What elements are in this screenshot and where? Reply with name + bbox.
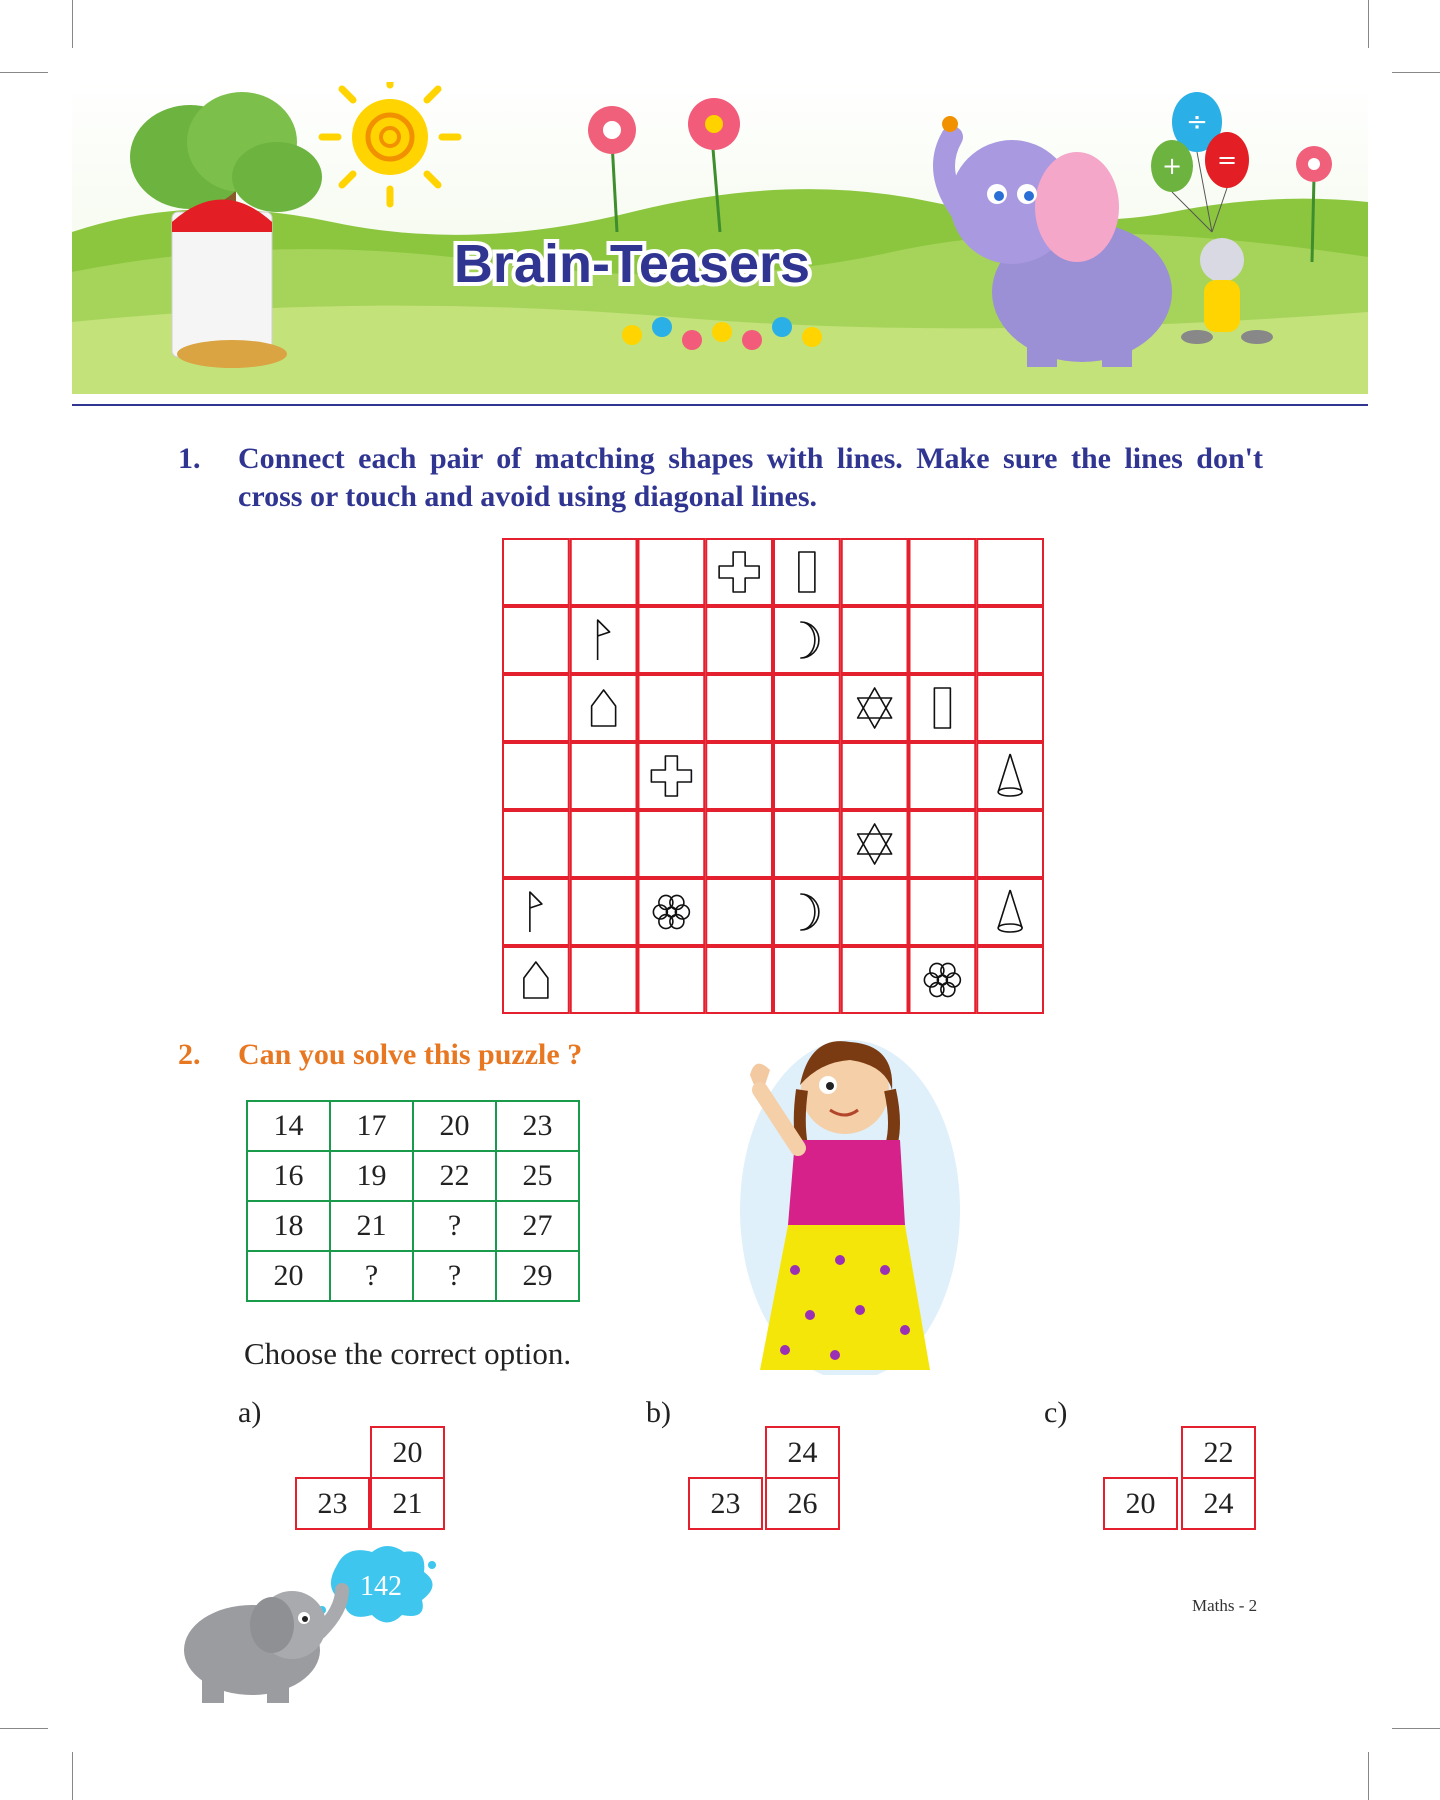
grid-cell[interactable] (639, 811, 705, 877)
grid-cell[interactable] (571, 607, 637, 673)
grid-cell[interactable] (706, 743, 772, 809)
table-row (247, 1251, 579, 1301)
option-cell-bottom-left: 23 (688, 1477, 763, 1530)
grid-cell[interactable] (639, 743, 705, 809)
grid-cell[interactable] (774, 879, 840, 945)
grid-cell[interactable] (571, 743, 637, 809)
instruction-text: Choose the correct option. (244, 1336, 572, 1371)
grid-cell[interactable] (503, 947, 569, 1013)
grid-cell[interactable] (639, 607, 705, 673)
flower-icon (653, 895, 689, 928)
table-row (247, 1201, 579, 1251)
house-icon (592, 690, 616, 726)
grid-cell[interactable] (977, 539, 1043, 605)
option-b[interactable] (646, 1396, 866, 1546)
grid-cell: 20 (413, 1101, 496, 1151)
question-2-number: 2. (178, 1038, 201, 1071)
grid-cell[interactable] (503, 743, 569, 809)
grid-cell[interactable] (571, 947, 637, 1013)
grid-cell: 20 (247, 1251, 330, 1301)
cross-icon (719, 552, 759, 592)
grid-cell: 23 (496, 1101, 579, 1151)
cone-icon (998, 754, 1022, 796)
grid-cell[interactable] (706, 539, 772, 605)
option-label: a) (238, 1396, 262, 1429)
rectangle-icon (934, 688, 950, 728)
grid-cell[interactable] (774, 811, 840, 877)
grid-cell: 19 (330, 1151, 413, 1201)
option-cell-top: 20 (370, 1426, 445, 1479)
crop-mark (0, 72, 48, 73)
grid-cell[interactable] (639, 675, 705, 741)
grid-cell: 25 (496, 1151, 579, 1201)
grid-cell[interactable] (774, 539, 840, 605)
grid-cell[interactable] (706, 675, 772, 741)
grid-cell[interactable] (774, 947, 840, 1013)
option-label: b) (646, 1396, 671, 1429)
cone-icon (998, 890, 1022, 932)
grid-cell[interactable] (977, 743, 1043, 809)
crop-mark (1392, 1728, 1440, 1729)
footer-label: Maths - 2 (1192, 1596, 1258, 1615)
grid-cell[interactable] (842, 879, 908, 945)
grid-cell: ? (330, 1251, 413, 1301)
grid-cell[interactable] (842, 811, 908, 877)
grid-cell[interactable] (977, 811, 1043, 877)
star-icon (858, 824, 892, 864)
number-puzzle-grid (246, 1100, 580, 1302)
cross-icon (651, 756, 691, 796)
crop-mark (0, 1728, 48, 1729)
grid-cell[interactable] (706, 607, 772, 673)
question-2-text: Can you solve this puzzle ? (238, 1038, 583, 1071)
option-cell-bottom-right: 26 (765, 1477, 840, 1530)
option-a[interactable] (238, 1396, 458, 1546)
flag-icon (598, 620, 610, 660)
grid-cell[interactable] (842, 607, 908, 673)
table-row (247, 1151, 579, 1201)
grid-cell[interactable] (503, 607, 569, 673)
grid-cell[interactable] (842, 675, 908, 741)
grid-cell: 29 (496, 1251, 579, 1301)
grid-cell[interactable] (774, 675, 840, 741)
grid-cell[interactable] (910, 539, 976, 605)
banner-title: Brain-Teasers (453, 234, 811, 294)
grid-cell[interactable] (639, 947, 705, 1013)
rectangle-icon (799, 552, 815, 592)
grid-cell: ? (413, 1251, 496, 1301)
grid-cell[interactable] (571, 675, 637, 741)
moon-icon (801, 622, 819, 658)
grid-cell: 16 (247, 1151, 330, 1201)
flag-icon (530, 892, 542, 932)
grid-cell[interactable] (977, 675, 1043, 741)
option-cell-bottom-left: 23 (295, 1477, 370, 1530)
option-label: c) (1044, 1396, 1068, 1429)
crop-mark (1392, 72, 1440, 73)
grid-cell[interactable] (774, 607, 840, 673)
grid-cell: 14 (247, 1101, 330, 1151)
option-c[interactable] (1044, 1396, 1264, 1546)
moon-icon (801, 894, 819, 930)
elephant-icon (172, 1540, 452, 1710)
grid-cell[interactable] (706, 947, 772, 1013)
grid-cell[interactable] (571, 811, 637, 877)
grid-cell: 21 (330, 1201, 413, 1251)
grid-cell[interactable] (910, 811, 976, 877)
header-banner (72, 82, 1368, 394)
grid-cell[interactable] (774, 743, 840, 809)
star-icon (858, 688, 892, 728)
grid-cell[interactable] (706, 879, 772, 945)
svg-text:+: + (1161, 152, 1183, 180)
grid-cell[interactable] (503, 539, 569, 605)
grid-cell[interactable] (571, 539, 637, 605)
option-cell-bottom-left: 20 (1103, 1477, 1178, 1530)
flower-icon (924, 963, 960, 996)
option-cell-top: 22 (1181, 1426, 1256, 1479)
milestone-icon (172, 200, 287, 369)
crop-mark (1368, 0, 1369, 48)
grid-cell[interactable] (977, 947, 1043, 1013)
grid-cell: 22 (413, 1151, 496, 1201)
grid-cell[interactable] (977, 879, 1043, 945)
grid-cell[interactable] (910, 743, 976, 809)
grid-cell[interactable] (503, 879, 569, 945)
crop-mark (1368, 1752, 1369, 1800)
table-row (247, 1101, 579, 1151)
page-number: 142 (360, 1571, 402, 1602)
header-rule (72, 404, 1368, 406)
question-1-text: Connect each pair of matching shapes with lines. Make sure the lines don't cross or touch and avoid using diagonal lines. (238, 442, 1263, 513)
grid-cell[interactable] (842, 947, 908, 1013)
option-cell-bottom-right: 24 (1181, 1477, 1256, 1530)
grid-cell: 18 (247, 1201, 330, 1251)
question-2 (178, 1036, 582, 1074)
grid-cell: 27 (496, 1201, 579, 1251)
question-1 (178, 440, 1263, 516)
option-cell-top: 24 (765, 1426, 840, 1479)
option-cell-bottom-right: 21 (370, 1477, 445, 1530)
grid-cell: 17 (330, 1101, 413, 1151)
grid-cell[interactable] (706, 811, 772, 877)
grid-cell[interactable] (639, 539, 705, 605)
grid-cell: ? (413, 1201, 496, 1251)
grid-cell[interactable] (503, 675, 569, 741)
grid-cell[interactable] (503, 811, 569, 877)
grid-cell[interactable] (977, 607, 1043, 673)
grid-cell[interactable] (910, 879, 976, 945)
house-icon (524, 962, 548, 998)
grid-cell[interactable] (910, 947, 976, 1013)
svg-text:=: = (1216, 146, 1238, 174)
grid-cell[interactable] (910, 675, 976, 741)
svg-text:÷: ÷ (1186, 107, 1208, 137)
grid-cell[interactable] (639, 879, 705, 945)
crop-mark (72, 0, 73, 48)
shape-matching-grid (502, 538, 1044, 1014)
crop-mark (72, 1752, 73, 1800)
question-1-number: 1. (178, 442, 201, 475)
grid-cell[interactable] (842, 539, 908, 605)
grid-cell[interactable] (842, 743, 908, 809)
grid-cell[interactable] (910, 607, 976, 673)
grid-cell[interactable] (571, 879, 637, 945)
girl-illustration (700, 1030, 960, 1375)
